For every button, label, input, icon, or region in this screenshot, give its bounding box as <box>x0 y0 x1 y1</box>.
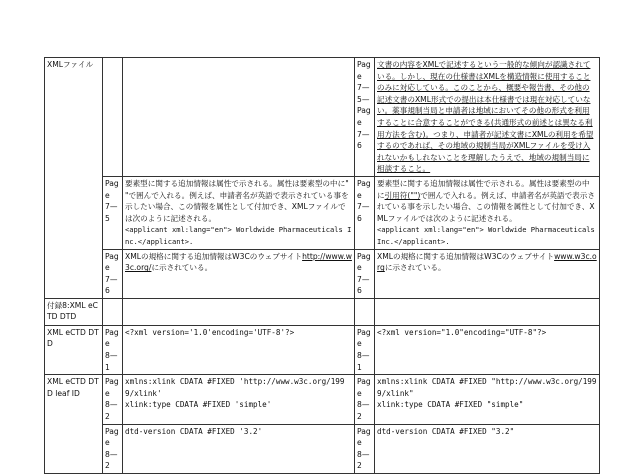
old-page-cell: Page 8—1 <box>103 325 123 374</box>
new-text-cell: 要素型に関する追加情報は属性で示される。属性は要素型の中に引用符("")で囲んで入れる。例えば、申請者名が英語で表示されている事を示したい場合、この情報を属性として付加でき、XMLファイルでは次のように記述される。 <applicant xml:lang="en"> Worldwide Pharmaceuticals Inc.</applicant>. <box>375 176 600 249</box>
new-text-cell: xmlns:xlink CDATA #FIXED "http://www.w3c.org/1999/xlink" xlink:type CDATA #FIXED "simple" <box>375 375 600 424</box>
section-label-appendix-8: 付録8:XML eCTD DTD <box>45 298 103 325</box>
new-page-cell: Page 8—2 <box>355 375 375 424</box>
new-text-cell: XMLの規格に関する追加情報はW3Cのウェブサイトwww.w3c.orgに示されている。 <box>375 249 600 298</box>
table-row <box>45 176 600 249</box>
section-label-xml-file: XMLファイル <box>45 58 103 299</box>
old-text-cell: <?xml version='1.0'encoding='UTF-8'?> <box>123 325 355 374</box>
new-text-cell: <?xml version="1.0"encoding="UTF-8"?> <box>375 325 600 374</box>
old-text-cell <box>123 58 355 177</box>
w3c-link-new: www.w3c.org <box>377 251 597 273</box>
old-text-cell: 要素型に関する追加情報は属性で示される。属性は要素型の中に" "で囲んで入れる。例えば、申請者名が英語で表示されている事を示したい場合、この情報を属性として付加でき、XMLファイルでは次のように記述される。 <applicant xml:lang="en"> Worldwide Pharmaceuticals Inc.</applicant>. <box>123 176 355 249</box>
table-row <box>45 424 600 473</box>
section-label-xml-ectd-dtd: XML eCTD DTD <box>45 325 103 374</box>
new-text-cell: dtd-version CDATA #FIXED "3.2" <box>375 424 600 473</box>
table-row <box>45 298 600 325</box>
old-text-cell: XMLの規格に関する追加情報はW3Cのウェブサイトhttp://www.w3c.org/に示されている。 <box>123 249 355 298</box>
new-page-cell: Page 8—2 <box>355 424 375 473</box>
new-text-cell: 文書の内容をXMLで記述するという一般的な傾向が認識されている。しかし、現在の仕様書はXMLを構造情報に使用することのみに対応している。このことから、概要や報告書、その他の記述文書のXML形式での提出は本仕様書では現在対応していない。薬事規制当局と申請者は地域においてその他の形式を利用することに合意することができる(共通形式の前述とは異なる利用方法を含む)。つまり、申請者が記述文書にXMLの利用を希望するのであれば、その地域の規制当局がXMLファイルを受け入れないかもしれないことを理解したうえで、地域の規制当局に相談すること。 <box>375 58 600 177</box>
table-row <box>45 58 600 177</box>
new-page-cell: Page 7—5— Page 7—6 <box>355 58 375 177</box>
comparison-table <box>44 57 600 474</box>
table-row <box>45 375 600 424</box>
old-page-cell <box>103 58 123 177</box>
section-label-xml-ectd-dtd-leaf-id: XML eCTD DTD leaf ID <box>45 375 103 474</box>
old-page-cell: Page 8—2 <box>103 375 123 424</box>
old-page-cell: Page 8—2 <box>103 424 123 473</box>
w3c-link-old: http://www.w3c.org/ <box>125 251 352 273</box>
new-page-cell: Page 7—6 <box>355 176 375 249</box>
table-row <box>45 325 600 374</box>
new-page-cell: Page 7—6 <box>355 249 375 298</box>
new-page-cell: Page 8—1 <box>355 325 375 374</box>
table-row <box>45 249 600 298</box>
old-page-cell: Page 7—5 <box>103 176 123 249</box>
old-text-cell: dtd-version CDATA #FIXED '3.2' <box>123 424 355 473</box>
old-text-cell: xmlns:xlink CDATA #FIXED 'http://www.w3c.org/1999/xlink' xlink:type CDATA #FIXED 'simple' <box>123 375 355 424</box>
old-page-cell: Page 7—6 <box>103 249 123 298</box>
